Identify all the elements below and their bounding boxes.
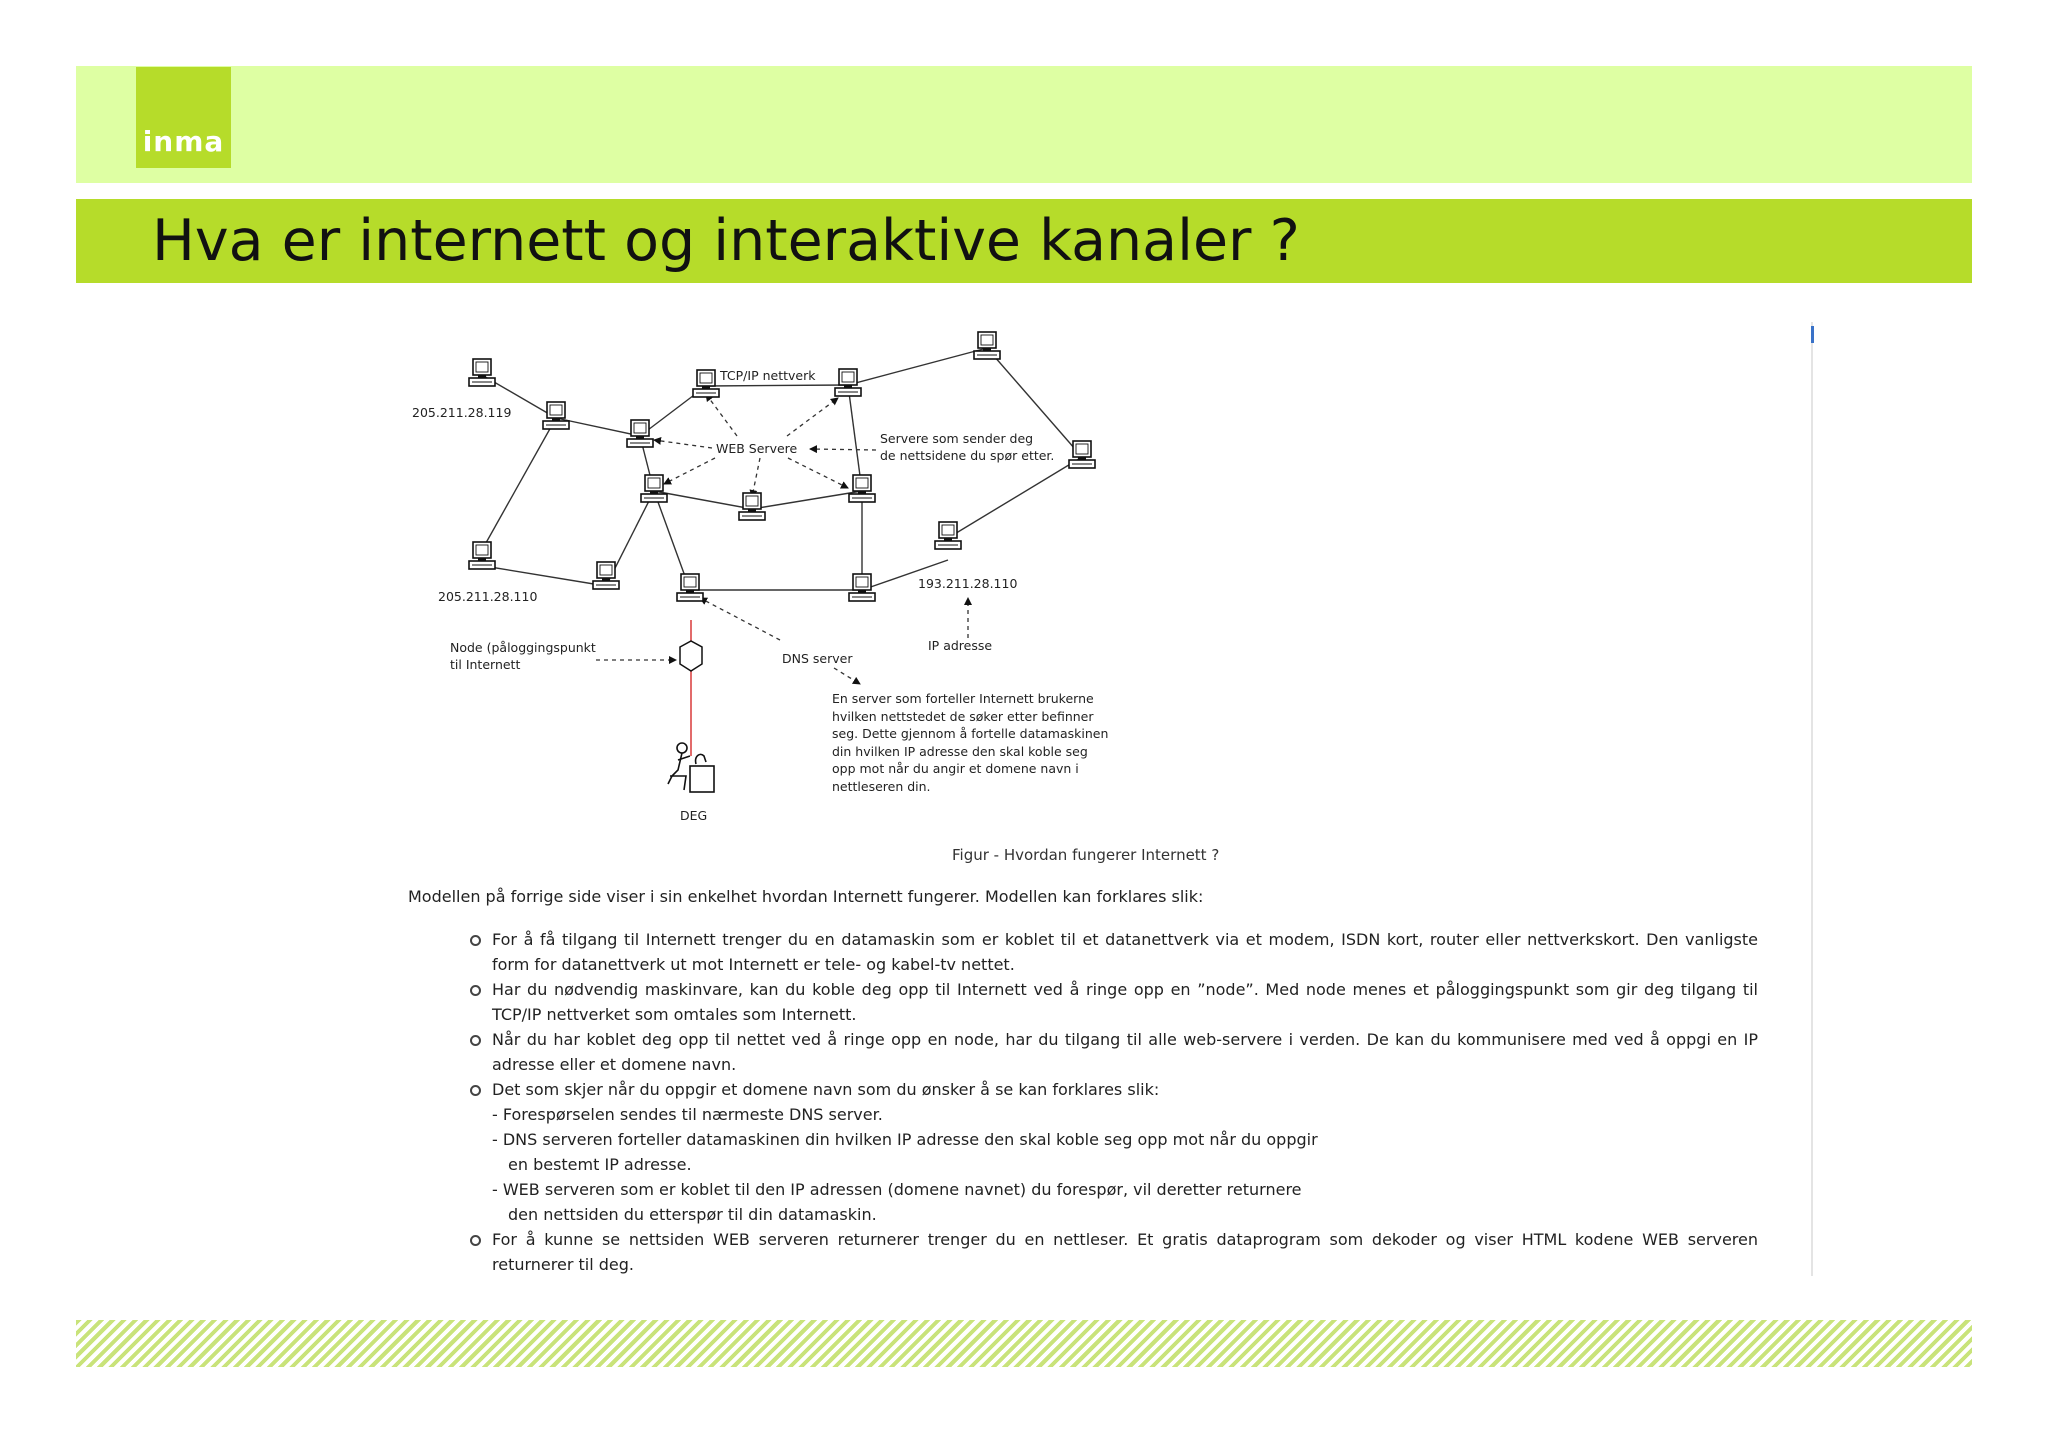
computer-icon	[935, 522, 961, 549]
figure-caption: Figur - Hvordan fungerer Internett ?	[952, 846, 1220, 864]
dns-note-line: seg. Dette gjennom å fortelle datamaskinen	[832, 726, 1109, 741]
network-links	[482, 348, 1082, 590]
computer-icon	[627, 420, 653, 447]
page-title: Hva er internett og interaktive kanaler ?	[152, 208, 1300, 274]
label-node-2: til Internett	[450, 657, 521, 672]
list-item	[470, 1027, 1758, 1077]
footer-stripe-band	[76, 1320, 1972, 1367]
computer-icon	[543, 402, 569, 429]
label-ip-top-left: 205.211.28.119	[412, 405, 512, 420]
computer-icon	[1069, 441, 1095, 468]
list-item	[470, 1227, 1758, 1277]
label-web-servers: WEB Servere	[716, 441, 798, 456]
computer-icon	[469, 542, 495, 569]
dns-note-line: hvilken nettstedet de søker etter befinner	[832, 709, 1094, 724]
list-item-text: Har du nødvendig maskinvare, kan du koble deg opp til Internett ved å ringe opp en ”node”. Med node menes et påloggingspunkt som gir deg tilgang til TCP/IP nettverket som omtales som Internett.	[492, 980, 1758, 1024]
diagram-labels	[412, 368, 1108, 823]
list-item-text: For å få tilgang til Internett trenger du en datamaskin som er koblet til et datanettverk via et modem, ISDN kort, router eller nettverkskort. Den vanligste form for datanettverk ut mot Internett er tele- og kabel-tv nettet.	[492, 930, 1758, 974]
list-item-text: Det som skjer når du oppgir et domene navn som du ønsker å se kan forklares slik:	[492, 1080, 1160, 1099]
dns-note-line: En server som forteller Internett brukerne	[832, 691, 1094, 706]
step-text: - WEB serveren som er koblet til den IP adressen (domene navnet) du forespør, vil deretter returnere	[492, 1180, 1302, 1199]
list-item	[470, 1077, 1758, 1227]
computer-icon	[835, 369, 861, 396]
label-ip-adresse: IP adresse	[928, 638, 993, 653]
logo-text: inma	[142, 125, 225, 158]
dns-note-line: din hvilken IP adresse den skal koble seg	[832, 744, 1088, 759]
label-deg: DEG	[680, 808, 708, 823]
computer-icon	[593, 562, 619, 589]
label-ip-right: 193.211.28.110	[918, 576, 1018, 591]
list-item-text: For å kunne se nettsiden WEB serveren returnerer trenger du en nettleser. Et gratis dataprogram som dekoder og viser HTML kodene WEB serveren returnerer til deg.	[492, 1230, 1758, 1274]
label-servers-note-1: Servere som sender deg	[880, 431, 1034, 446]
intro-paragraph: Modellen på forrige side viser i sin enkelhet hvordan Internett fungerer. Modellen kan forklares slik:	[408, 887, 1204, 906]
label-servers-note-2: de nettsidene du spør etter.	[880, 448, 1055, 463]
list-item	[470, 927, 1758, 977]
step-text: en bestemt IP adresse.	[508, 1155, 692, 1174]
computer-icon	[677, 574, 703, 601]
node-icon	[680, 641, 702, 671]
explanation-list	[470, 927, 1758, 1277]
list-item	[470, 977, 1758, 1027]
step-text: - DNS serveren forteller datamaskinen din hvilken IP adresse den skal koble seg opp mot når du oppgir	[492, 1130, 1318, 1149]
computer-icon	[693, 370, 719, 397]
label-node-1: Node (påloggingspunkt	[450, 640, 596, 655]
computer-icon	[849, 574, 875, 601]
label-tcpip: TCP/IP nettverk	[720, 368, 816, 383]
bullet-circle-icon	[470, 985, 481, 996]
computer-icon	[849, 475, 875, 502]
computer-icon	[974, 332, 1000, 359]
bullet-circle-icon	[470, 1035, 481, 1046]
computer-icon	[641, 475, 667, 502]
bullet-circle-icon	[470, 935, 481, 946]
label-dns-server: DNS server	[782, 651, 853, 666]
bullet-circle-icon	[470, 1235, 481, 1246]
computer-icon	[469, 359, 495, 386]
list-item-text: Når du har koblet deg opp til nettet ved å ringe opp en node, har du tilgang til alle web-servere i verden. De kan du kommunisere med ved å oppgi en IP adresse eller et domene navn.	[492, 1030, 1758, 1074]
dns-note-line: opp mot når du angir et domene navn i	[832, 761, 1079, 776]
step-text: - Forespørselen sendes til nærmeste DNS server.	[492, 1105, 883, 1124]
computer-icon	[739, 493, 765, 520]
step-text: den nettsiden du etterspør til din datamaskin.	[508, 1205, 877, 1224]
bullet-circle-icon	[470, 1085, 481, 1096]
label-ip-bottom-left: 205.211.28.110	[438, 589, 538, 604]
dns-note-line: nettleseren din.	[832, 779, 931, 794]
